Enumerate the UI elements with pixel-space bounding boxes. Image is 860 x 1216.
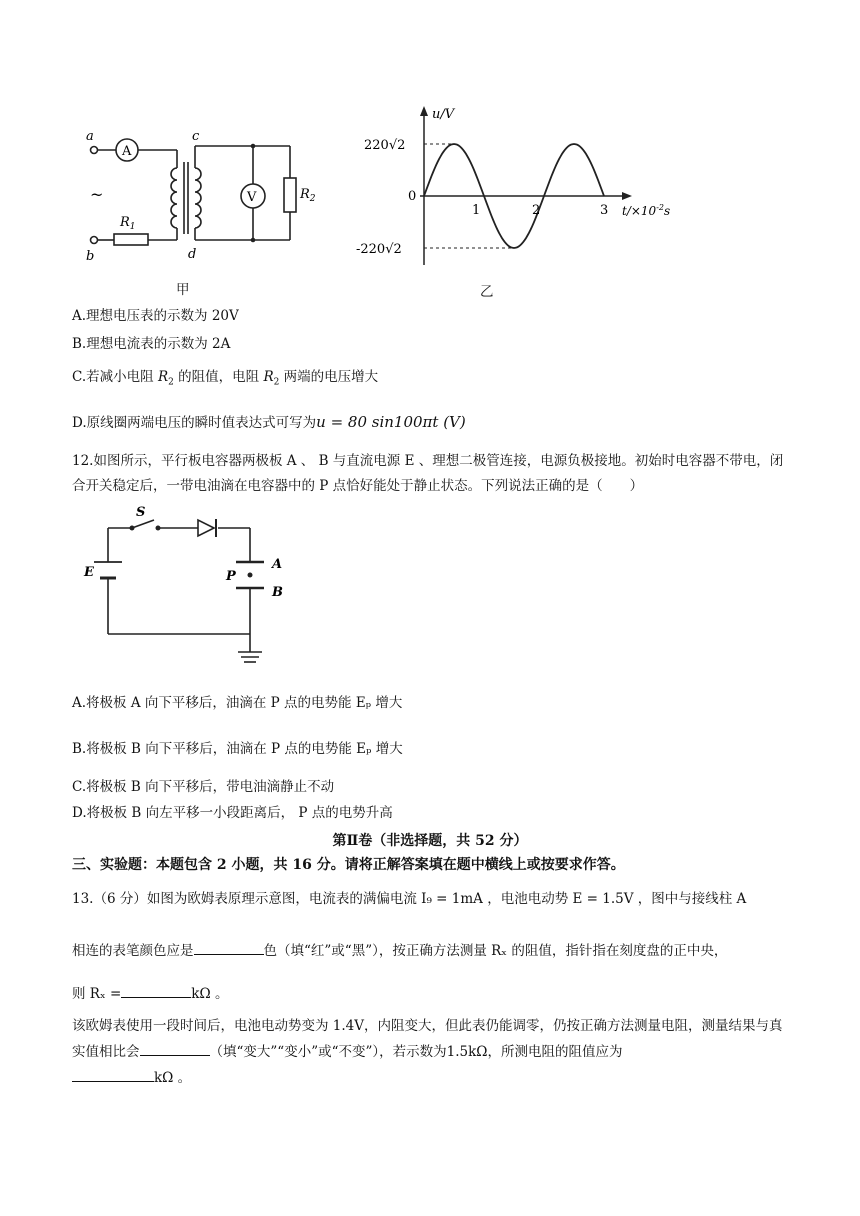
answer-blank-4[interactable] xyxy=(72,1067,154,1082)
terminal-b-label: b xyxy=(86,249,95,264)
section-title: 第Ⅱ卷（非选择题，共 52 分） xyxy=(332,833,528,849)
q12-option-a: A.将极板 A 向下平移后，油滴在 P 点的电势能 Eₚ 增大 xyxy=(72,695,403,711)
y-axis-arrow-icon xyxy=(420,106,428,116)
figure-yi-caption: 乙 xyxy=(480,284,494,300)
figure-capacitor-circuit xyxy=(80,500,283,680)
voltmeter-label: V xyxy=(247,190,257,205)
q13-paragraph-2: 该欧姆表使用一段时间后，电池电动势变为 1.4V，内阻变大，但此表仍能调零，仍按正确方法测量电阻，测量结果与真实值相比会 （填“变大”“变小”或“不变”），若示数为1.5kΩ，所测电阻的阻值应为 kΩ 。 xyxy=(72,1018,783,1086)
plate-b-label: B xyxy=(272,585,283,600)
q12-option-d: D.将极板 B 向左平移一小段距离后， P 点的电势升高 xyxy=(72,805,393,821)
q13-line-3: 则 Rₓ = kΩ 。 xyxy=(72,983,228,1003)
origin-label: 0 xyxy=(408,189,417,204)
point-p-label: P xyxy=(226,569,236,584)
q12-option-b: B.将极板 B 向下平移后，油滴在 P 点的电势能 Eₚ 增大 xyxy=(72,741,403,757)
x-axis-label: $t/\times 10^{-2}s$ xyxy=(622,203,671,218)
answer-blank-3[interactable] xyxy=(140,1041,210,1056)
q11-option-c: C.若减小电阻 $R_2$ 的阻值，电阻 $R_2$ 两端的电压增大 xyxy=(72,369,379,388)
x-axis-arrow-icon xyxy=(622,192,632,200)
r1-label: $R_1$ xyxy=(120,215,136,232)
diode-icon xyxy=(198,520,214,536)
x-tick-2: 2 xyxy=(532,203,541,218)
figure-jia-caption: 甲 xyxy=(176,282,190,298)
y-tick-max: 220√2 xyxy=(364,138,406,153)
q11-option-d: D.原线圈两端电压的瞬时值表达式可写为u = 80 sin100πt (V) xyxy=(72,413,466,431)
terminal-c-label: c xyxy=(192,129,200,144)
figure-yi-chart xyxy=(350,100,690,275)
q13-line-2: 相连的表笔颜色应是 色（填“红”或“黑”），按正确方法测量 Rₓ 的阻值，指针指在刻度盘的正中央， xyxy=(72,940,727,960)
y-tick-min: -220√2 xyxy=(356,242,402,257)
figure-jia-circuit xyxy=(80,118,340,268)
switch-pivot xyxy=(130,526,135,531)
point-p-dot xyxy=(248,573,253,578)
ac-symbol: ~ xyxy=(90,185,104,204)
x-tick-1: 1 xyxy=(472,203,481,218)
q11-option-a: A.理想电压表的示数为 20V xyxy=(72,308,239,324)
plate-a-label: A xyxy=(272,557,283,572)
x-tick-3: 3 xyxy=(600,203,609,218)
ammeter-label: A xyxy=(122,144,132,159)
switch-label: S xyxy=(136,505,146,520)
r2-label: $R_2$ xyxy=(300,187,316,204)
answer-blank-2[interactable] xyxy=(121,983,191,998)
answer-blank-1[interactable] xyxy=(194,940,264,955)
y-axis-label: u/V xyxy=(432,107,455,122)
source-label: E xyxy=(84,565,94,580)
switch-contact xyxy=(156,526,161,531)
terminal-a-label: a xyxy=(86,129,94,144)
terminal-d-label: d xyxy=(188,247,197,262)
q11-option-b: B.理想电流表的示数为 2A xyxy=(72,336,231,352)
q12-stem: 12.如图所示，平行板电容器两极板 A 、 B 与直流电源 E 、理想二极管连接，电源负极接地。初始时电容器不带电，闭合开关稳定后，一带电油滴在电容器中的 P 点恰好能处于静止状态。下列说法正确的是（ ） xyxy=(72,453,784,494)
section-heading: 三、实验题：本题包含 2 小题，共 16 分。请将正解答案填在题中横线上或按要求作答。 xyxy=(72,857,625,873)
q12-option-c: C.将极板 B 向下平移后，带电油滴静止不动 xyxy=(72,779,335,795)
q13-line-1: 13.（6 分）如图为欧姆表原理示意图，电流表的满偏电流 I₉ = 1mA ，电池电动势 E = 1.5V ，图中与接线柱 A xyxy=(72,891,747,907)
